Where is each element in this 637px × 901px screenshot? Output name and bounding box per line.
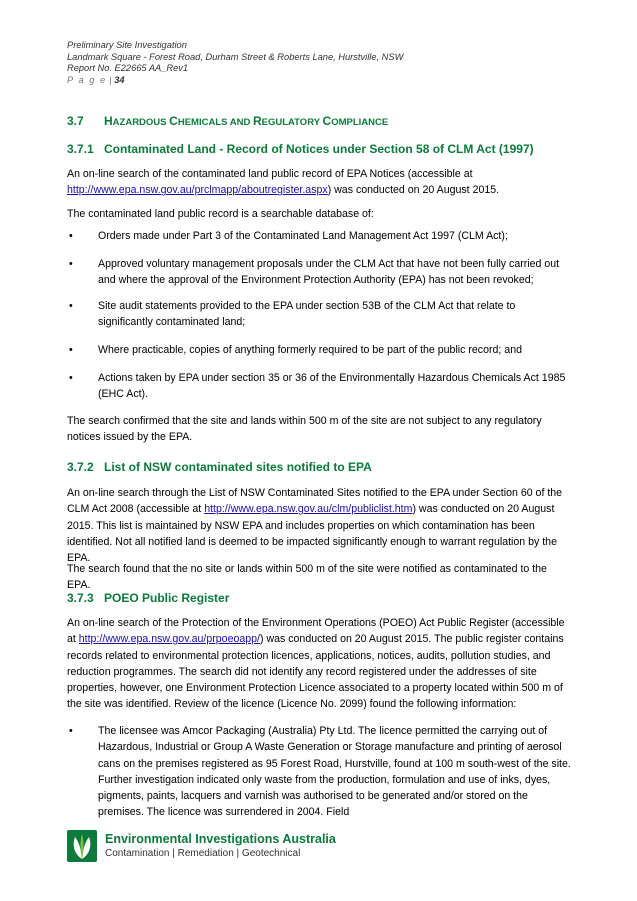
bullet-icon: •: [69, 230, 73, 242]
page-label: P a g e: [67, 74, 107, 85]
paragraph-nsw-list-search: An on-line search through the List of NSW Contaminated Sites notified to the EPA under Section 60 of the CLM Act 2008 (accessible at http://www.epa.nsw.gov.au/clm/publiclist.htm) was conducted on 20 August 2015. This list is maintained by NSW EPA and includes properties on which contamination has been identified. Not all notified land is deemed to be impacted significantly enough to warrant regulation by the EPA.: [67, 487, 563, 565]
bullet-icon: •: [69, 725, 73, 737]
header-page-indicator: [67, 75, 403, 87]
subsection-heading-3-7-3: [67, 591, 229, 605]
subsection-number: 3.7.3: [67, 591, 94, 605]
paragraph-poeo-search: An on-line search of the Protection of the Environment Operations (POEO) Act Public Register (accessible at http://www.epa.nsw.gov.au/prpoeoapp/) was conducted on 20 August 2015. The public register contains records related to environmental protection licences, applications, notices, audits, pollution studies, and reduction programmes. The search did not identify any record registered under the addresses of site properties, however, one Environment Protection Licence associated to a property located within 500 m of the site was identified. Review of the licence (Licence No. 2099) found the following information:: [67, 617, 565, 711]
section-number: 3.7: [67, 114, 84, 128]
header-report-number: Report No. E22665 AA_Rev1: [67, 63, 189, 73]
subsection-number: 3.7.2: [67, 460, 94, 474]
epa-public-list-link[interactable]: http://www.epa.nsw.gov.au/clm/publiclist.htm: [204, 503, 413, 516]
poeo-register-link[interactable]: http://www.epa.nsw.gov.au/prpoeoapp/: [78, 633, 260, 646]
bullet-icon: •: [69, 300, 73, 312]
section-title: HAZARDOUS CHEMICALS AND REGULATORY COMPLIANCE: [104, 114, 389, 128]
page-number: 34: [114, 74, 125, 85]
eia-leaf-logo-icon: [67, 830, 97, 862]
bullet-icon: •: [69, 344, 73, 356]
epa-register-link[interactable]: http://www.epa.nsw.gov.au/prclmapp/aboutregister.aspx: [67, 184, 328, 197]
company-name: Environmental Investigations Australia: [105, 832, 336, 846]
bullet-icon: •: [69, 372, 73, 384]
subsection-title: POEO Public Register: [104, 591, 230, 605]
bullet-item: • The licensee was Amcor Packaging (Australia) Pty Ltd. The licence permitted the carrying out of Hazardous, Industrial or Group A Waste Generation or Storage manufacture and printing of aerosol cans on the premises registered as 95 Forest Road, Hurstville, found at 100 m south-west of the site. Further investigation indicated only waste from the production, formulation and use of inks, dyes, pigments, paints, lacquers and varnish was authorised to be generated and/or stored on the premises. The licence was surrendered in 2004. Field: [69, 725, 571, 819]
subsection-title: List of NSW contaminated sites notified to EPA: [104, 460, 372, 474]
bullet-icon: •: [69, 258, 73, 270]
subsection-number: 3.7.1: [67, 142, 94, 156]
section-heading-3-7: [67, 114, 388, 128]
bullet-item: • Actions taken by EPA under section 35 or 36 of the Environmentally Hazardous Chemicals Act 1985 (EHC Act).: [69, 372, 566, 401]
paragraph-epa-notices-search: An on-line search of the contaminated land public record of EPA Notices (accessible at http://www.epa.nsw.gov.au/prclmapp/aboutregister.aspx) was conducted on 20 August 2015.: [67, 168, 500, 197]
bullet-item: • Orders made under Part 3 of the Contaminated Land Management Act 1997 (CLM Act);: [67, 228, 573, 244]
page-separator: |: [106, 74, 115, 85]
paragraph-search-confirmation: The search confirmed that the site and lands within 500 m of the site are not subject to any regulatory notices issued by the EPA.: [67, 415, 542, 444]
page-header: [67, 40, 403, 86]
subsection-heading-3-7-1: [67, 142, 534, 156]
bullet-item: • Where practicable, copies of anything formerly required to be part of the public record; and: [67, 342, 573, 358]
paragraph-nsw-list-result: The search found that the no site or lands within 500 m of the site were notified as contaminated to the EPA.: [67, 563, 547, 592]
header-site-address: Landmark Square - Forest Road, Durham Street & Roberts Lane, Hurstville, NSW: [67, 51, 404, 62]
subsection-heading-3-7-2: [67, 460, 372, 474]
subsection-title: Contaminated Land - Record of Notices under Section 58 of CLM Act (1997): [104, 142, 534, 156]
company-tagline: Contamination | Remediation | Geotechnical: [105, 848, 301, 859]
paragraph-database-intro: The contaminated land public record is a searchable database of:: [67, 208, 374, 220]
bullet-item: • Approved voluntary management proposals under the CLM Act that have not been fully carried out and where the approval of the Environment Protection Authority (EPA) has not been revoked;: [69, 258, 560, 287]
header-report-type: Preliminary Site Investigation: [67, 40, 187, 50]
bullet-item: • Site audit statements provided to the EPA under section 53B of the CLM Act that relate to significantly contaminated land;: [69, 300, 516, 329]
